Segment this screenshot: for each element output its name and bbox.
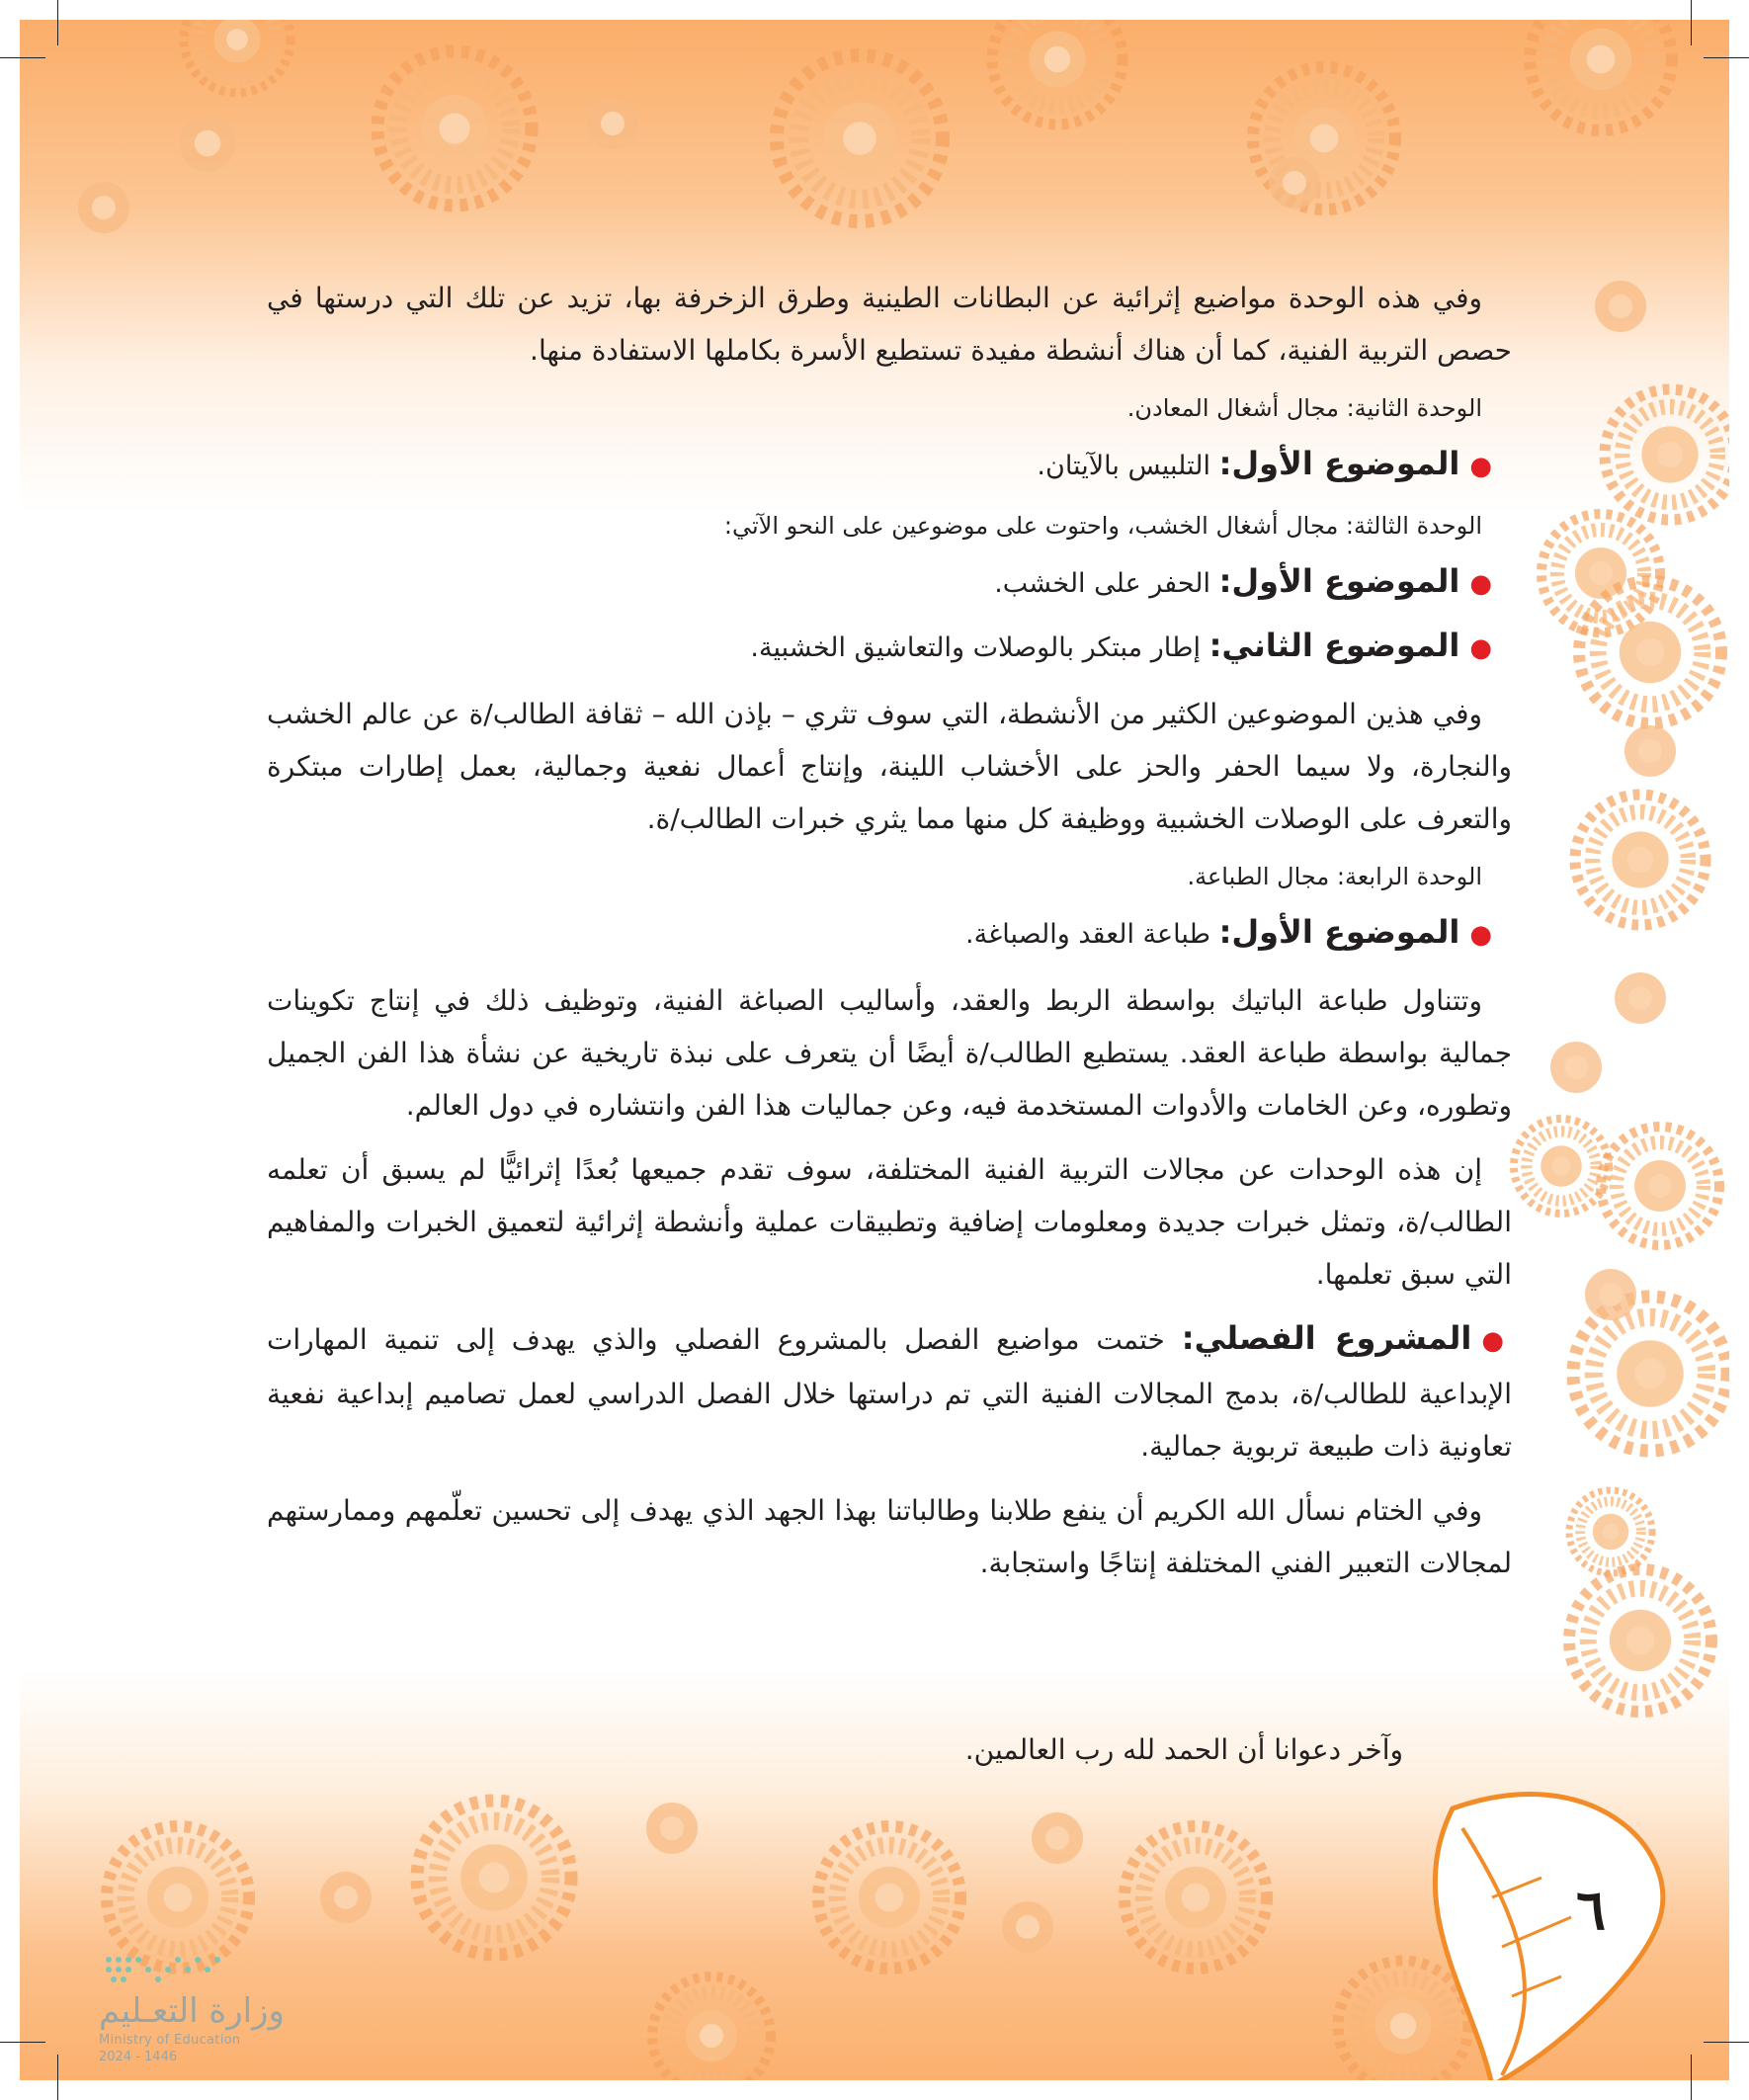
ministry-logo (99, 1952, 395, 2064)
paragraph-closing: وفي الختام نسأل الله الكريم أن ينفع طلابنا وطالباتنا بهذا الجهد الذي يهدف إلى تحسين تعلّمهم وممارستهم لمجالات التعبير الفني المختلفة إنتاجًا واستجابة. (267, 1494, 1512, 1579)
closing-prayer: وآخر دعوانا أن الحمد لله رب العالمين. (964, 1733, 1403, 1766)
page-number: ٦ (1576, 1878, 1607, 1943)
bullet-dot-icon: ● (1481, 1326, 1513, 1356)
bullet-dot-icon: ● (1469, 569, 1492, 599)
crop-mark (57, 2055, 58, 2100)
crop-mark (1704, 2042, 1749, 2043)
paragraph-units: إن هذه الوحدات عن مجالات التربية الفنية المختلفة، سوف تقدم جميعها بُعدًا إثرائيًّا لم يسبق أن تعلمه الطالب/ة، وتمثل خبرات جديدة ومعلومات إضافية وتطبيقات عملية وأنشطة إثرائية لتعميق الخبرات والمفاهيم التي سبق تعلمها. (267, 1153, 1512, 1291)
paragraph-project: ●المشروع الفصلي: ختمت مواضيع الفصل بالمشروع الفصلي والذي يهدف إلى تنمية المهارات الإبداعية للطالب/ة، بدمج المجالات الفنية التي تم دراستها خلال الفصل الدراسي لعمل تصاميم إبداعية نفعية تعاونية ذات طبيعة تربوية جمالية. (267, 1319, 1513, 1463)
unit-four-topic-one: ●الموضوع الأول: طباعة العقد والصباغة. (965, 913, 1492, 951)
crop-mark (0, 57, 45, 58)
page-background (20, 20, 1729, 2080)
paragraph-intro: وفي هذه الوحدة مواضيع إثرائية عن البطانات الطينية وطرق الزخرفة بها، تزيد عن تلك التي درستها في حصص التربية الفنية، كما أن هناك أنشطة مفيدة تستطيع الأسرة بكاملها الاستفادة منها. (267, 282, 1512, 367)
unit-three-topic-two: ●الموضوع الثاني: إطار مبتكر بالوصلات والتعاشيق الخشبية. (750, 627, 1492, 664)
ministry-name-english: Ministry of Education (99, 2033, 241, 2048)
paragraph-batik: وتتناول طباعة الباتيك بواسطة الربط والعقد، وأساليب الصباغة الفنية، وتوظيف ذلك في إنتاج تكوينات جمالية بواسطة طباعة العقد. يستطيع الطالب/ة أيضًا أن يتعرف على نبذة تاريخية عن نشأة هذا الفن الجميل وتطوره، وعن الخامات والأدوات المستخدمة فيه، وعن جماليات هذا الفن وانتشاره في دول العالم. (267, 984, 1512, 1122)
crop-mark (57, 0, 58, 45)
unit-four-heading: الوحدة الرابعة: مجال الطباعة. (1187, 863, 1482, 890)
crop-mark (1691, 0, 1692, 45)
bullet-dot-icon: ● (1469, 633, 1492, 663)
unit-two-topic-one: ●الموضوع الأول: التلبيس بالآيتان. (1037, 445, 1492, 482)
unit-three-topic-one: ●الموضوع الأول: الحفر على الخشب. (994, 562, 1492, 600)
intro-text (267, 272, 1512, 1601)
leaf-ornament (1435, 1795, 1662, 2080)
paragraph-wood: وفي هذين الموضوعين الكثير من الأنشطة، التي سوف تثري – بإذن الله – ثقافة الطالب/ة عن عالم الخشب والنجارة، ولا سيما الحفر والحز على الأخشاب اللينة، وإنتاج أعمال نفعية وجمالية، بعمل إطارات مبتكرة والتعرف على الوصلات الخشبية ووظيفة كل منها مما يثري خبرات الطالب/ة. (267, 698, 1512, 835)
crop-mark (1704, 57, 1749, 58)
ministry-year: 2024 - 1446 (99, 2050, 178, 2064)
bullet-dot-icon: ● (1469, 920, 1492, 950)
unit-three-heading: الوحدة الثالثة: مجال أشغال الخشب، واحتوت على موضوعين على النحو الآتي: (723, 512, 1482, 540)
crop-mark (0, 2042, 45, 2043)
unit-two-heading: الوحدة الثانية: مجال أشغال المعادن. (1126, 394, 1482, 422)
bullet-dot-icon: ● (1469, 452, 1492, 481)
ministry-name-arabic: وزارة التعـليم (99, 1991, 285, 2031)
crop-mark (1691, 2055, 1692, 2100)
ministry-dots-icon (99, 1952, 227, 1987)
